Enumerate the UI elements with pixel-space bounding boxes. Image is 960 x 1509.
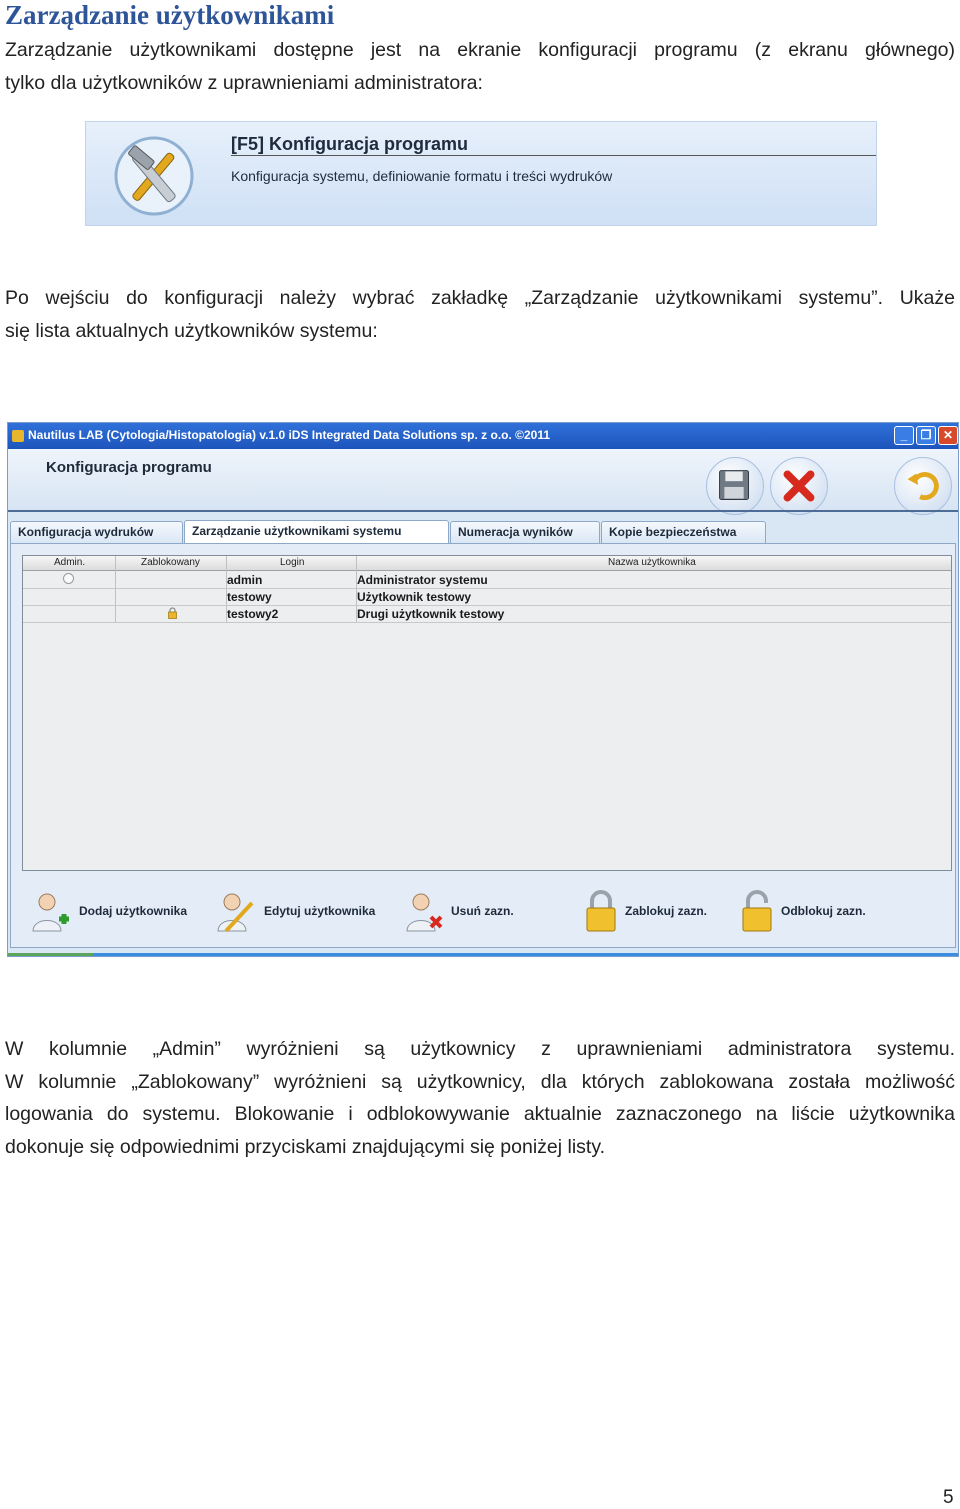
row-username: Drugi użytkownik testowy [357, 607, 505, 621]
undo-button[interactable] [894, 457, 952, 515]
para2-line-1: Po wejściu do konfiguracji należy wybrać zakładkę „Zarządzanie użytkownikami systemu”. Ukaże [5, 287, 955, 309]
para3-line-2: W kolumnie „Zablokowany” wyróżnieni są użytkownicy, dla których zablokowana została możliwość [5, 1070, 955, 1093]
window-titlebar [8, 423, 958, 449]
page-heading: Zarządzanie użytkownikami [5, 0, 335, 30]
para2-line-2: się lista aktualnych użytkowników systemu: [5, 319, 378, 342]
intro-line-2: tylko dla użytkowników z uprawnieniami administratora: [5, 71, 483, 94]
row-login: testowy2 [227, 607, 279, 621]
table-header [23, 556, 951, 571]
restore-button[interactable]: ❐ [916, 426, 936, 445]
user-edit-pencil-icon [214, 891, 258, 933]
header-divider [8, 510, 958, 512]
status-strip [8, 953, 958, 957]
unblock-selected-button[interactable] [739, 889, 889, 933]
intro-paragraph [5, 34, 955, 99]
table-row[interactable] [23, 571, 951, 589]
users-panel [10, 543, 956, 948]
user-add-icon [29, 891, 73, 933]
table-row[interactable] [23, 605, 951, 623]
admin-indicator [63, 573, 74, 584]
banner-subtitle: Konfiguracja systemu, definiowanie formatu i treści wydruków [231, 168, 613, 184]
cancel-button[interactable] [770, 457, 828, 515]
tab-backups[interactable]: Kopie bezpieczeństwa [601, 521, 766, 543]
add-user-label: Dodaj użytkownika [79, 904, 188, 918]
minimize-button[interactable]: _ [894, 426, 914, 445]
app-icon [12, 430, 24, 442]
undo-arrow-icon [895, 458, 951, 514]
edit-user-button[interactable] [214, 889, 394, 933]
action-bar [11, 889, 955, 939]
tab-user-management[interactable]: Zarządzanie użytkownikami systemu [184, 520, 449, 543]
lock-closed-icon [583, 889, 619, 933]
user-delete-icon [403, 891, 447, 933]
block-selected-button[interactable] [583, 889, 723, 933]
row-username: Administrator systemu [357, 573, 488, 587]
banner-divider [231, 155, 876, 156]
para3-line-4: dokonuje się odpowiednimi przyciskami znajdującymi się poniżej listy. [5, 1135, 606, 1158]
tab-print-config[interactable]: Konfiguracja wydruków [10, 521, 183, 543]
para3-line-1: W kolumnie „Admin” wyróżnieni są użytkownicy z uprawnieniami administratora systemu. [5, 1038, 955, 1060]
block-selected-label: Zablokuj zazn. [625, 904, 708, 918]
save-button[interactable] [706, 457, 764, 515]
close-button[interactable]: ✕ [938, 426, 958, 445]
tab-result-numbering[interactable]: Numeracja wyników [450, 521, 600, 543]
add-user-button[interactable] [29, 889, 205, 933]
delete-selected-button[interactable] [403, 889, 533, 933]
column-header-blocked[interactable]: Zablokowany [141, 557, 200, 568]
second-paragraph [5, 282, 955, 347]
row-login: admin [227, 573, 263, 587]
users-table[interactable] [22, 555, 952, 871]
blocked-lock-icon [168, 607, 177, 619]
floppy-save-icon [707, 458, 763, 514]
config-banner [85, 121, 877, 226]
banner-title: [F5] Konfiguracja programu [231, 134, 469, 154]
para3-line-3: logowania do systemu. Blokowanie i odblokowywanie aktualnie zaznaczonego na liście użytkownika [5, 1103, 955, 1125]
intro-line-1: Zarządzanie użytkownikami dostępne jest na ekranie konfiguracji programu (z ekranu głównego) [5, 39, 955, 61]
row-username: Użytkownik testowy [357, 590, 472, 604]
column-header-username[interactable]: Nazwa użytkownika [608, 557, 696, 568]
delete-selected-label: Usuń zazn. [451, 904, 514, 918]
tools-hammer-wrench-icon [112, 134, 196, 218]
lock-open-icon [739, 889, 775, 933]
red-x-cancel-icon [771, 458, 827, 514]
config-header-title: Konfiguracja programu [46, 459, 212, 476]
row-login: testowy [227, 590, 272, 604]
window-title: Nautilus LAB (Cytologia/Histopatologia) v.1.0 iDS Integrated Data Solutions sp. z o.o. ©2011 [28, 428, 551, 442]
unblock-selected-label: Odblokuj zazn. [781, 904, 866, 918]
column-header-admin[interactable]: Admin. [54, 557, 86, 568]
edit-user-label: Edytuj użytkownika [264, 904, 376, 918]
column-header-login[interactable]: Login [280, 557, 305, 568]
page-number: 5 [943, 1487, 954, 1508]
app-window-screenshot [7, 422, 959, 957]
table-row[interactable] [23, 588, 951, 606]
third-paragraph [5, 1033, 955, 1163]
